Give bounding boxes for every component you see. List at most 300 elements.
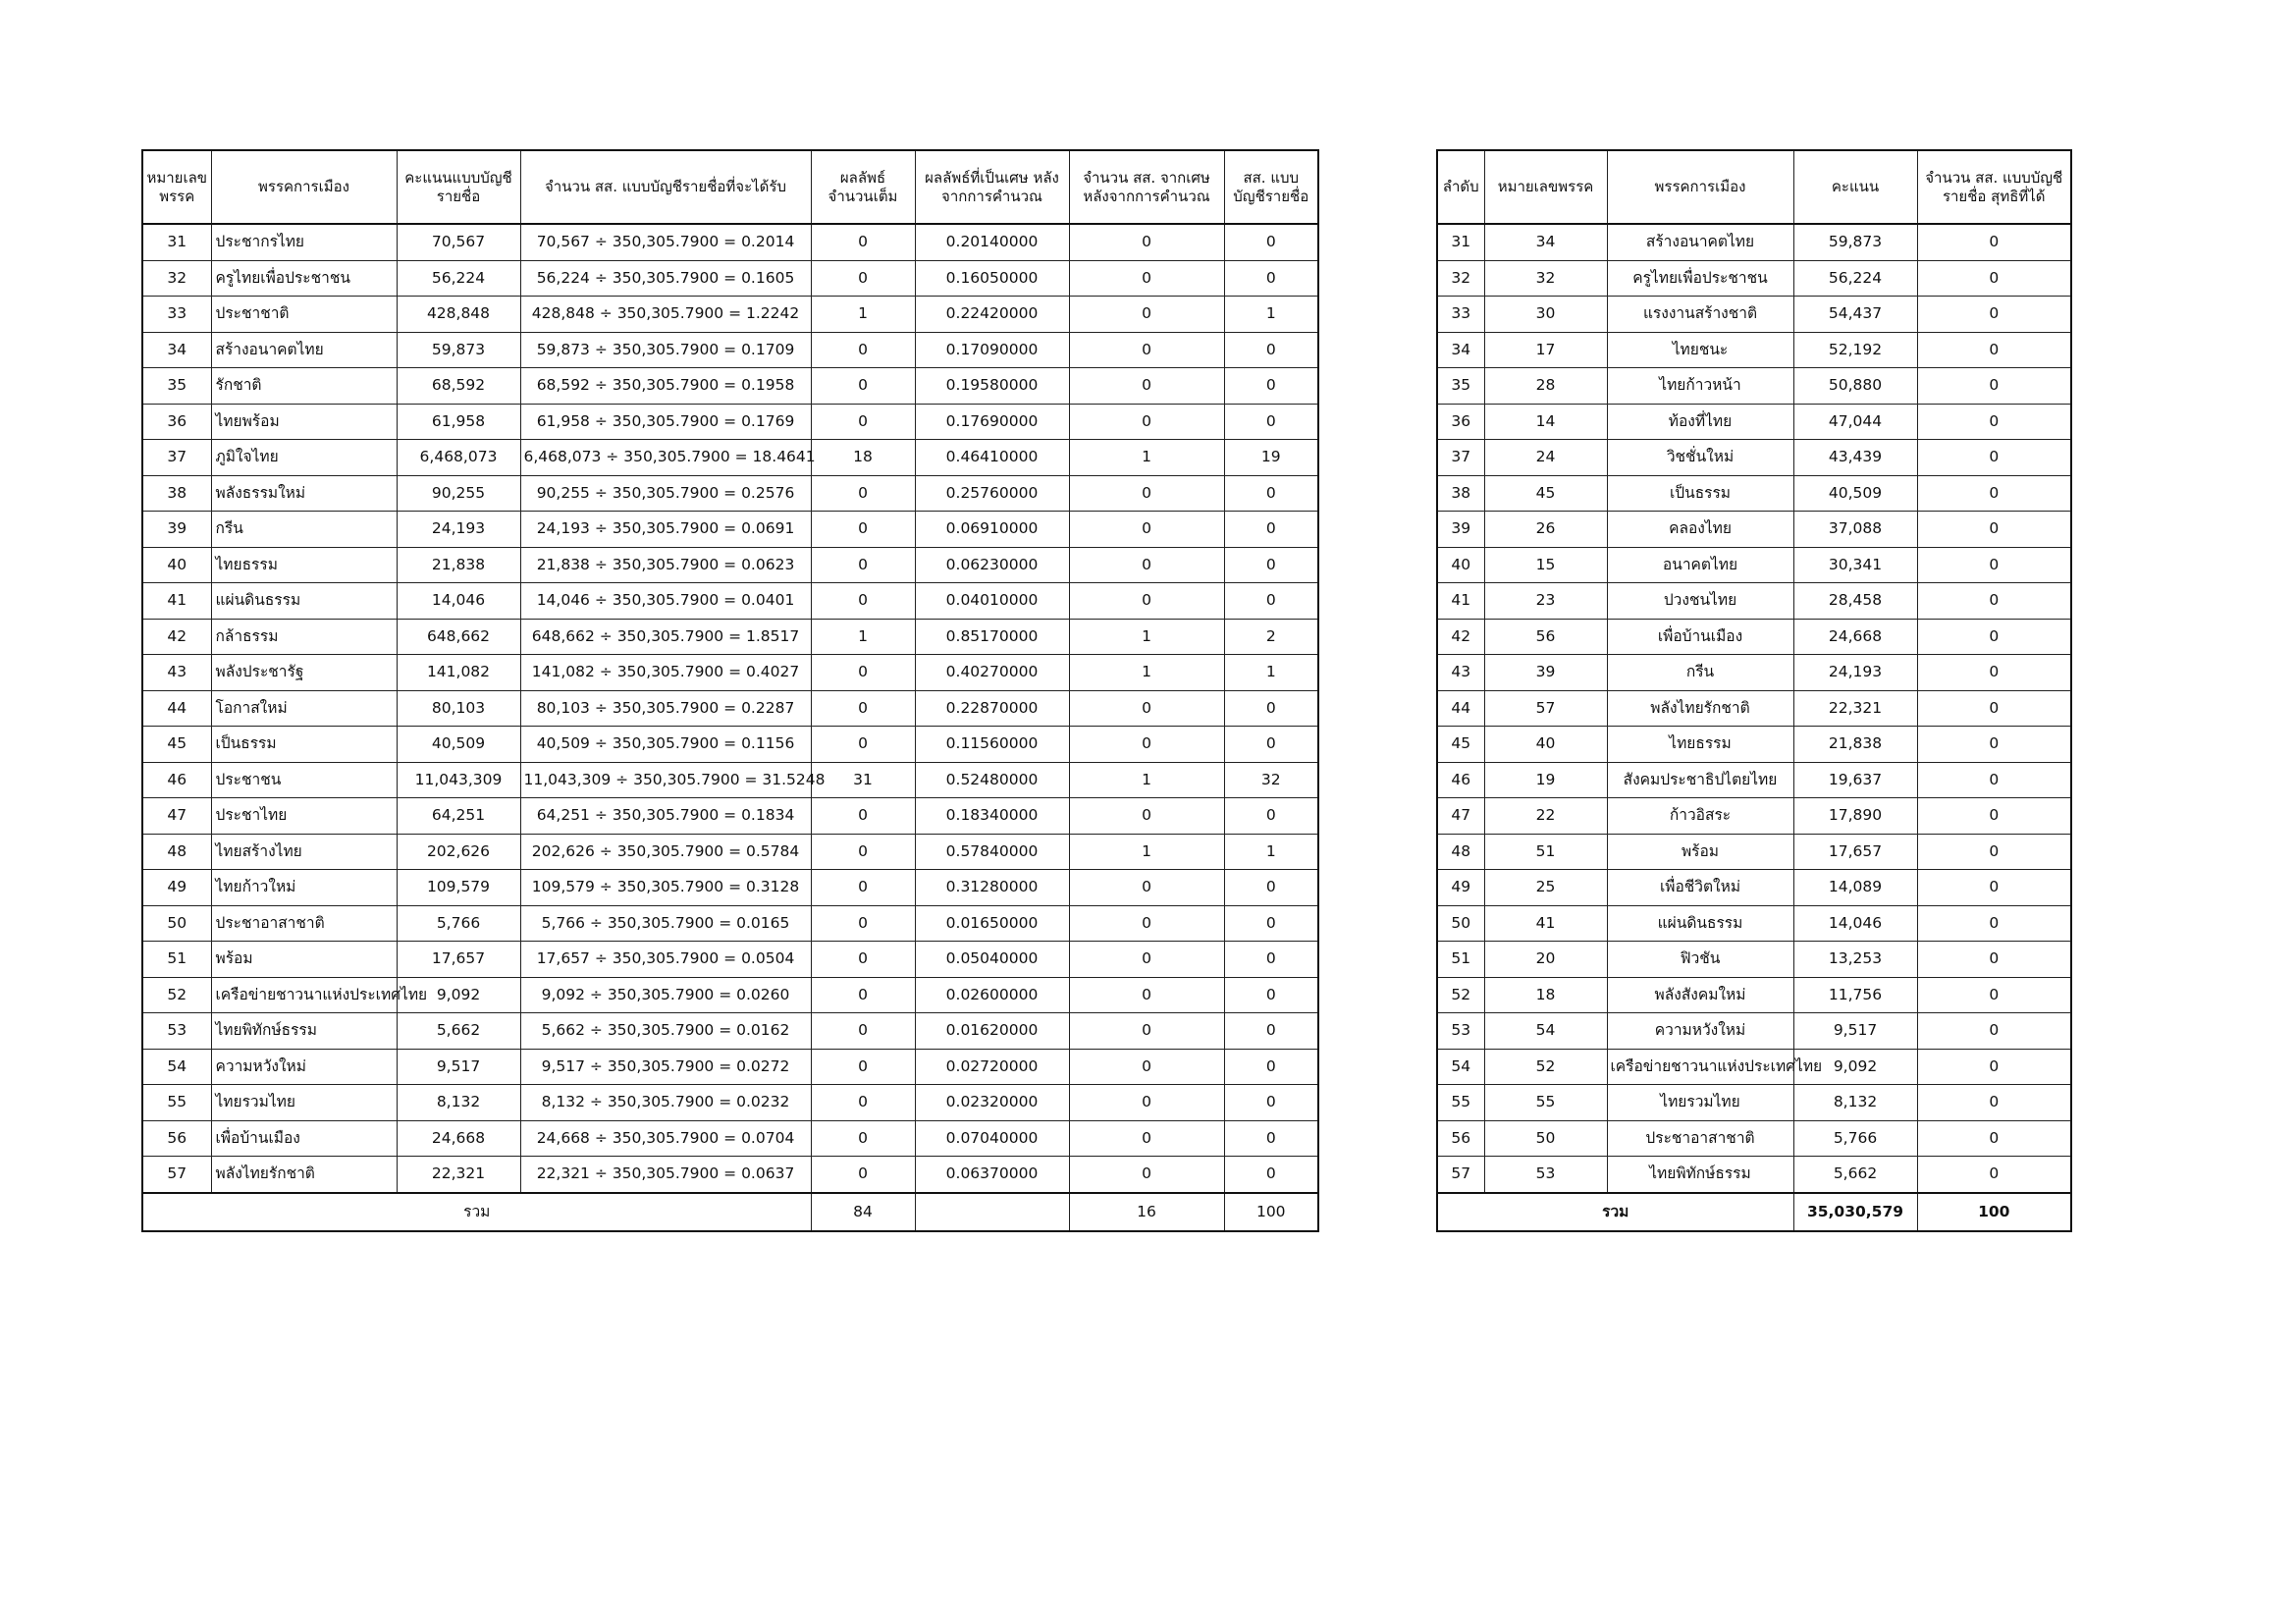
cell-list-votes: 428,848: [397, 297, 520, 333]
cell-list-votes: 648,662: [397, 619, 520, 655]
seat-calculation-rows: [142, 224, 1318, 1193]
col-header-party-number: หมายเลขพรรค: [1484, 150, 1607, 224]
cell-list-votes: 24,193: [397, 512, 520, 548]
cell-party-number: 32: [1484, 260, 1607, 297]
cell-votes: 14,089: [1793, 870, 1917, 906]
cell-party-name: ประชาไทย: [211, 798, 397, 835]
cell-party-name: เครือข่ายชาวนาแห่งประเทศไทย: [1607, 1049, 1793, 1085]
cell-net-seats: 0: [1917, 655, 2071, 691]
cell-party-name: แผ่นดินธรรม: [211, 583, 397, 620]
cell-rank: 49: [1437, 870, 1484, 906]
table-row: [142, 368, 1318, 405]
cell-calculation: 5,662 ÷ 350,305.7900 = 0.0162: [520, 1013, 811, 1050]
cell-remainder-seats: 0: [1069, 332, 1224, 368]
cell-list-votes: 5,662: [397, 1013, 520, 1050]
cell-remainder-seats: 0: [1069, 1013, 1224, 1050]
cell-party-number: 19: [1484, 762, 1607, 798]
table-row: [1437, 332, 2071, 368]
cell-rank: 32: [1437, 260, 1484, 297]
cell-list-votes: 24,668: [397, 1120, 520, 1157]
cell-votes: 11,756: [1793, 977, 1917, 1013]
col-header-remainder-seats: จำนวน สส. จากเศษ หลังจากการคำนวณ: [1069, 150, 1224, 224]
cell-party-number: 50: [142, 905, 211, 942]
cell-whole-result: 1: [811, 297, 915, 333]
cell-party-name: ไทยรวมไทย: [211, 1085, 397, 1121]
cell-net-seats: 0: [1917, 440, 2071, 476]
cell-rank: 40: [1437, 547, 1484, 583]
cell-net-seats: 0: [1917, 368, 2071, 405]
table-row: [1437, 440, 2071, 476]
cell-party-name: ประชาอาสาชาติ: [211, 905, 397, 942]
cell-votes: 9,517: [1793, 1013, 1917, 1050]
table-row: [1437, 1157, 2071, 1193]
cell-net-seats: 0: [1917, 1013, 2071, 1050]
cell-list-seats: 0: [1224, 475, 1318, 512]
cell-party-name: ประชาอาสาชาติ: [1607, 1120, 1793, 1157]
cell-whole-result: 0: [811, 905, 915, 942]
cell-votes: 5,662: [1793, 1157, 1917, 1193]
total-whole: 84: [811, 1193, 915, 1231]
cell-list-seats: 0: [1224, 332, 1318, 368]
cell-list-seats: 0: [1224, 690, 1318, 727]
table-row: [142, 297, 1318, 333]
cell-list-votes: 90,255: [397, 475, 520, 512]
cell-rank: 33: [1437, 297, 1484, 333]
col-header-net-seats: จำนวน สส. แบบบัญชี รายชื่อ สุทธิที่ได้: [1917, 150, 2071, 224]
cell-net-seats: 0: [1917, 332, 2071, 368]
table-row: [142, 690, 1318, 727]
cell-calculation: 21,838 ÷ 350,305.7900 = 0.0623: [520, 547, 811, 583]
cell-party-number: 36: [142, 404, 211, 440]
cell-calculation: 11,043,309 ÷ 350,305.7900 = 31.5248: [520, 762, 811, 798]
table-row: [142, 1013, 1318, 1050]
cell-list-seats: 0: [1224, 870, 1318, 906]
cell-remainder-seats: 1: [1069, 440, 1224, 476]
cell-party-name: เป็นธรรม: [211, 727, 397, 763]
ranking-table: [1436, 149, 2072, 1232]
table-row: [1437, 1049, 2071, 1085]
cell-rank: 41: [1437, 583, 1484, 620]
cell-calculation: 70,567 ÷ 350,305.7900 = 0.2014: [520, 224, 811, 260]
cell-net-seats: 0: [1917, 512, 2071, 548]
cell-party-number: 37: [142, 440, 211, 476]
cell-votes: 56,224: [1793, 260, 1917, 297]
cell-rank: 53: [1437, 1013, 1484, 1050]
cell-party-name: สังคมประชาธิปไตยไทย: [1607, 762, 1793, 798]
cell-party-number: 25: [1484, 870, 1607, 906]
col-header-party-name: พรรคการเมือง: [1607, 150, 1793, 224]
table-row: [1437, 619, 2071, 655]
cell-remainder: 0.40270000: [915, 655, 1069, 691]
cell-list-seats: 0: [1224, 1157, 1318, 1193]
cell-whole-result: 0: [811, 224, 915, 260]
cell-party-name: รักชาติ: [211, 368, 397, 405]
table-row: [142, 260, 1318, 297]
cell-list-votes: 11,043,309: [397, 762, 520, 798]
cell-remainder: 0.22870000: [915, 690, 1069, 727]
cell-remainder-seats: 0: [1069, 1157, 1224, 1193]
cell-rank: 56: [1437, 1120, 1484, 1157]
cell-list-seats: 0: [1224, 368, 1318, 405]
cell-remainder: 0.22420000: [915, 297, 1069, 333]
cell-party-name: ความหวังใหม่: [1607, 1013, 1793, 1050]
table-row: [1437, 798, 2071, 835]
cell-party-name: ไทยพร้อม: [211, 404, 397, 440]
cell-calculation: 24,668 ÷ 350,305.7900 = 0.0704: [520, 1120, 811, 1157]
table-row: [1437, 870, 2071, 906]
table-row: [142, 905, 1318, 942]
cell-party-number: 45: [1484, 475, 1607, 512]
col-header-party-number: หมายเลข พรรค: [142, 150, 211, 224]
cell-rank: 47: [1437, 798, 1484, 835]
cell-party-name: ปวงชนไทย: [1607, 583, 1793, 620]
cell-list-votes: 61,958: [397, 404, 520, 440]
cell-remainder: 0.01650000: [915, 905, 1069, 942]
cell-rank: 36: [1437, 404, 1484, 440]
cell-calculation: 17,657 ÷ 350,305.7900 = 0.0504: [520, 942, 811, 978]
cell-party-number: 49: [142, 870, 211, 906]
cell-list-votes: 141,082: [397, 655, 520, 691]
table-row: [142, 583, 1318, 620]
cell-party-name: ไทยก้าวใหม่: [211, 870, 397, 906]
table-row: [1437, 690, 2071, 727]
cell-party-number: 39: [142, 512, 211, 548]
cell-rank: 54: [1437, 1049, 1484, 1085]
cell-party-number: 40: [142, 547, 211, 583]
table-row: [1437, 762, 2071, 798]
cell-party-name: กรีน: [1607, 655, 1793, 691]
cell-party-number: 51: [1484, 834, 1607, 870]
cell-calculation: 6,468,073 ÷ 350,305.7900 = 18.4641: [520, 440, 811, 476]
table-row: [1437, 905, 2071, 942]
cell-party-name: พลังสังคมใหม่: [1607, 977, 1793, 1013]
total-row: [1437, 1193, 2071, 1231]
cell-party-name: ก้าวอิสระ: [1607, 798, 1793, 835]
cell-remainder-seats: 0: [1069, 942, 1224, 978]
cell-list-votes: 22,321: [397, 1157, 520, 1193]
table-row: [1437, 655, 2071, 691]
cell-list-votes: 17,657: [397, 942, 520, 978]
table-row: [1437, 512, 2071, 548]
cell-list-votes: 5,766: [397, 905, 520, 942]
cell-rank: 51: [1437, 942, 1484, 978]
cell-remainder: 0.25760000: [915, 475, 1069, 512]
cell-party-number: 57: [1484, 690, 1607, 727]
cell-remainder-seats: 0: [1069, 1085, 1224, 1121]
cell-list-seats: 0: [1224, 977, 1318, 1013]
cell-list-seats: 0: [1224, 224, 1318, 260]
cell-party-name: ไทยพิทักษ์ธรรม: [211, 1013, 397, 1050]
cell-votes: 8,132: [1793, 1085, 1917, 1121]
cell-party-number: 53: [1484, 1157, 1607, 1193]
cell-list-votes: 70,567: [397, 224, 520, 260]
cell-party-number: 44: [142, 690, 211, 727]
cell-list-seats: 0: [1224, 547, 1318, 583]
table-row: [1437, 727, 2071, 763]
cell-party-name: ครูไทยเพื่อประชาชน: [1607, 260, 1793, 297]
col-header-rank: ลำดับ: [1437, 150, 1484, 224]
cell-remainder: 0.06370000: [915, 1157, 1069, 1193]
cell-party-number: 14: [1484, 404, 1607, 440]
cell-remainder: 0.06230000: [915, 547, 1069, 583]
cell-party-name: ครูไทยเพื่อประชาชน: [211, 260, 397, 297]
cell-party-number: 55: [142, 1085, 211, 1121]
table-row: [142, 512, 1318, 548]
cell-remainder-seats: 0: [1069, 512, 1224, 548]
table-row: [1437, 547, 2071, 583]
cell-list-seats: 0: [1224, 404, 1318, 440]
cell-rank: 37: [1437, 440, 1484, 476]
cell-list-seats: 0: [1224, 1049, 1318, 1085]
table-row: [142, 619, 1318, 655]
cell-party-number: 40: [1484, 727, 1607, 763]
cell-calculation: 109,579 ÷ 350,305.7900 = 0.3128: [520, 870, 811, 906]
cell-calculation: 428,848 ÷ 350,305.7900 = 1.2242: [520, 297, 811, 333]
cell-remainder-seats: 0: [1069, 870, 1224, 906]
header-row: [1437, 150, 2071, 224]
cell-party-number: 34: [142, 332, 211, 368]
cell-party-number: 43: [142, 655, 211, 691]
cell-whole-result: 0: [811, 1120, 915, 1157]
cell-whole-result: 0: [811, 834, 915, 870]
cell-list-votes: 59,873: [397, 332, 520, 368]
cell-list-seats: 0: [1224, 1085, 1318, 1121]
cell-party-name: กรีน: [211, 512, 397, 548]
cell-votes: 14,046: [1793, 905, 1917, 942]
cell-list-seats: 0: [1224, 1013, 1318, 1050]
cell-remainder: 0.16050000: [915, 260, 1069, 297]
cell-party-number: 31: [142, 224, 211, 260]
cell-net-seats: 0: [1917, 834, 2071, 870]
cell-whole-result: 0: [811, 655, 915, 691]
cell-party-number: 56: [1484, 619, 1607, 655]
cell-party-name: เพื่อบ้านเมือง: [211, 1120, 397, 1157]
cell-net-seats: 0: [1917, 1157, 2071, 1193]
cell-remainder-seats: 0: [1069, 583, 1224, 620]
cell-party-number: 55: [1484, 1085, 1607, 1121]
cell-net-seats: 0: [1917, 727, 2071, 763]
cell-party-number: 38: [142, 475, 211, 512]
table-row: [1437, 404, 2071, 440]
cell-list-votes: 6,468,073: [397, 440, 520, 476]
cell-calculation: 22,321 ÷ 350,305.7900 = 0.0637: [520, 1157, 811, 1193]
cell-net-seats: 0: [1917, 475, 2071, 512]
cell-remainder-seats: 0: [1069, 368, 1224, 405]
cell-list-seats: 0: [1224, 260, 1318, 297]
cell-remainder-seats: 0: [1069, 1120, 1224, 1157]
cell-votes: 19,637: [1793, 762, 1917, 798]
cell-party-name: พลังประชารัฐ: [211, 655, 397, 691]
cell-party-number: 45: [142, 727, 211, 763]
table-row: [1437, 1085, 2071, 1121]
cell-list-seats: 32: [1224, 762, 1318, 798]
col-header-party-name: พรรคการเมือง: [211, 150, 397, 224]
cell-rank: 48: [1437, 834, 1484, 870]
cell-list-seats: 0: [1224, 905, 1318, 942]
table-row: [142, 440, 1318, 476]
cell-party-number: 57: [142, 1157, 211, 1193]
cell-list-seats: 19: [1224, 440, 1318, 476]
cell-party-number: 46: [142, 762, 211, 798]
cell-remainder-seats: 0: [1069, 977, 1224, 1013]
cell-party-number: 24: [1484, 440, 1607, 476]
cell-party-name: พร้อม: [211, 942, 397, 978]
cell-votes: 50,880: [1793, 368, 1917, 405]
cell-votes: 43,439: [1793, 440, 1917, 476]
cell-votes: 54,437: [1793, 297, 1917, 333]
cell-rank: 39: [1437, 512, 1484, 548]
cell-net-seats: 0: [1917, 905, 2071, 942]
cell-party-number: 54: [1484, 1013, 1607, 1050]
cell-remainder: 0.31280000: [915, 870, 1069, 906]
cell-party-name: ประชาชน: [211, 762, 397, 798]
total-votes: 35,030,579: [1793, 1193, 1917, 1231]
cell-whole-result: 0: [811, 727, 915, 763]
cell-list-votes: 202,626: [397, 834, 520, 870]
cell-remainder-seats: 0: [1069, 224, 1224, 260]
cell-remainder-seats: 0: [1069, 727, 1224, 763]
table-row: [142, 798, 1318, 835]
cell-party-name: ไทยธรรม: [211, 547, 397, 583]
cell-list-votes: 21,838: [397, 547, 520, 583]
cell-party-name: เครือข่ายชาวนาแห่งประเทศไทย: [211, 977, 397, 1013]
cell-party-name: ประชาชาติ: [211, 297, 397, 333]
cell-party-name: ประชากรไทย: [211, 224, 397, 260]
cell-remainder: 0.20140000: [915, 224, 1069, 260]
cell-calculation: 648,662 ÷ 350,305.7900 = 1.8517: [520, 619, 811, 655]
cell-party-number: 42: [142, 619, 211, 655]
cell-remainder: 0.85170000: [915, 619, 1069, 655]
table-row: [142, 977, 1318, 1013]
cell-calculation: 141,082 ÷ 350,305.7900 = 0.4027: [520, 655, 811, 691]
cell-list-votes: 109,579: [397, 870, 520, 906]
cell-remainder: 0.02320000: [915, 1085, 1069, 1121]
cell-whole-result: 0: [811, 798, 915, 835]
cell-remainder-seats: 1: [1069, 619, 1224, 655]
cell-party-name: ฟิวชัน: [1607, 942, 1793, 978]
cell-votes: 47,044: [1793, 404, 1917, 440]
cell-whole-result: 0: [811, 332, 915, 368]
cell-list-votes: 9,517: [397, 1049, 520, 1085]
cell-remainder-seats: 1: [1069, 655, 1224, 691]
cell-party-name: ไทยชนะ: [1607, 332, 1793, 368]
cell-party-name: เพื่อบ้านเมือง: [1607, 619, 1793, 655]
table-row: [142, 942, 1318, 978]
cell-party-name: พลังไทยรักชาติ: [1607, 690, 1793, 727]
cell-remainder: 0.04010000: [915, 583, 1069, 620]
cell-party-name: ไทยสร้างไทย: [211, 834, 397, 870]
cell-whole-result: 0: [811, 512, 915, 548]
cell-votes: 17,657: [1793, 834, 1917, 870]
cell-party-name: โอกาสใหม่: [211, 690, 397, 727]
cell-votes: 52,192: [1793, 332, 1917, 368]
cell-party-number: 50: [1484, 1120, 1607, 1157]
cell-remainder-seats: 1: [1069, 834, 1224, 870]
cell-rank: 34: [1437, 332, 1484, 368]
cell-votes: 22,321: [1793, 690, 1917, 727]
cell-calculation: 8,132 ÷ 350,305.7900 = 0.0232: [520, 1085, 811, 1121]
cell-whole-result: 0: [811, 368, 915, 405]
cell-calculation: 90,255 ÷ 350,305.7900 = 0.2576: [520, 475, 811, 512]
cell-party-name: ภูมิใจไทย: [211, 440, 397, 476]
cell-net-seats: 0: [1917, 224, 2071, 260]
cell-rank: 35: [1437, 368, 1484, 405]
cell-party-name: ไทยรวมไทย: [1607, 1085, 1793, 1121]
cell-rank: 46: [1437, 762, 1484, 798]
cell-calculation: 64,251 ÷ 350,305.7900 = 0.1834: [520, 798, 811, 835]
cell-calculation: 40,509 ÷ 350,305.7900 = 0.1156: [520, 727, 811, 763]
cell-remainder: 0.57840000: [915, 834, 1069, 870]
table-row: [1437, 297, 2071, 333]
cell-remainder-seats: 0: [1069, 547, 1224, 583]
table-row: [1437, 942, 2071, 978]
cell-whole-result: 0: [811, 690, 915, 727]
cell-list-seats: 1: [1224, 834, 1318, 870]
cell-rank: 43: [1437, 655, 1484, 691]
cell-party-name: ความหวังใหม่: [211, 1049, 397, 1085]
cell-party-number: 52: [142, 977, 211, 1013]
cell-party-number: 23: [1484, 583, 1607, 620]
cell-party-number: 51: [142, 942, 211, 978]
cell-calculation: 9,517 ÷ 350,305.7900 = 0.0272: [520, 1049, 811, 1085]
cell-rank: 45: [1437, 727, 1484, 763]
cell-whole-result: 31: [811, 762, 915, 798]
cell-remainder: 0.01620000: [915, 1013, 1069, 1050]
cell-calculation: 80,103 ÷ 350,305.7900 = 0.2287: [520, 690, 811, 727]
cell-whole-result: 18: [811, 440, 915, 476]
table-row: [142, 1049, 1318, 1085]
table-row: [142, 762, 1318, 798]
cell-votes: 24,193: [1793, 655, 1917, 691]
header-row: [142, 150, 1318, 224]
table-row: [142, 870, 1318, 906]
cell-remainder: 0.18340000: [915, 798, 1069, 835]
cell-list-seats: 0: [1224, 583, 1318, 620]
cell-party-name: แผ่นดินธรรม: [1607, 905, 1793, 942]
cell-rank: 31: [1437, 224, 1484, 260]
cell-votes: 17,890: [1793, 798, 1917, 835]
cell-party-name: สร้างอนาคตไทย: [1607, 224, 1793, 260]
cell-calculation: 61,958 ÷ 350,305.7900 = 0.1769: [520, 404, 811, 440]
col-header-list-votes: คะแนนแบบบัญชี รายชื่อ: [397, 150, 520, 224]
cell-party-number: 52: [1484, 1049, 1607, 1085]
cell-list-seats: 0: [1224, 1120, 1318, 1157]
cell-votes: 21,838: [1793, 727, 1917, 763]
cell-whole-result: 0: [811, 1085, 915, 1121]
total-seats: 100: [1917, 1193, 2071, 1231]
cell-party-number: 28: [1484, 368, 1607, 405]
table-row: [142, 224, 1318, 260]
cell-votes: 40,509: [1793, 475, 1917, 512]
table-row: [1437, 260, 2071, 297]
table-row: [142, 1120, 1318, 1157]
cell-net-seats: 0: [1917, 1049, 2071, 1085]
table-row: [142, 475, 1318, 512]
table-row: [142, 404, 1318, 440]
cell-party-name: ท้องที่ไทย: [1607, 404, 1793, 440]
cell-party-name: ไทยก้าวหน้า: [1607, 368, 1793, 405]
cell-remainder-seats: 0: [1069, 404, 1224, 440]
cell-net-seats: 0: [1917, 798, 2071, 835]
cell-whole-result: 0: [811, 583, 915, 620]
cell-votes: 37,088: [1793, 512, 1917, 548]
cell-list-seats: 0: [1224, 798, 1318, 835]
cell-votes: 5,766: [1793, 1120, 1917, 1157]
cell-party-number: 34: [1484, 224, 1607, 260]
cell-remainder-seats: 0: [1069, 297, 1224, 333]
cell-rank: 38: [1437, 475, 1484, 512]
cell-party-number: 18: [1484, 977, 1607, 1013]
